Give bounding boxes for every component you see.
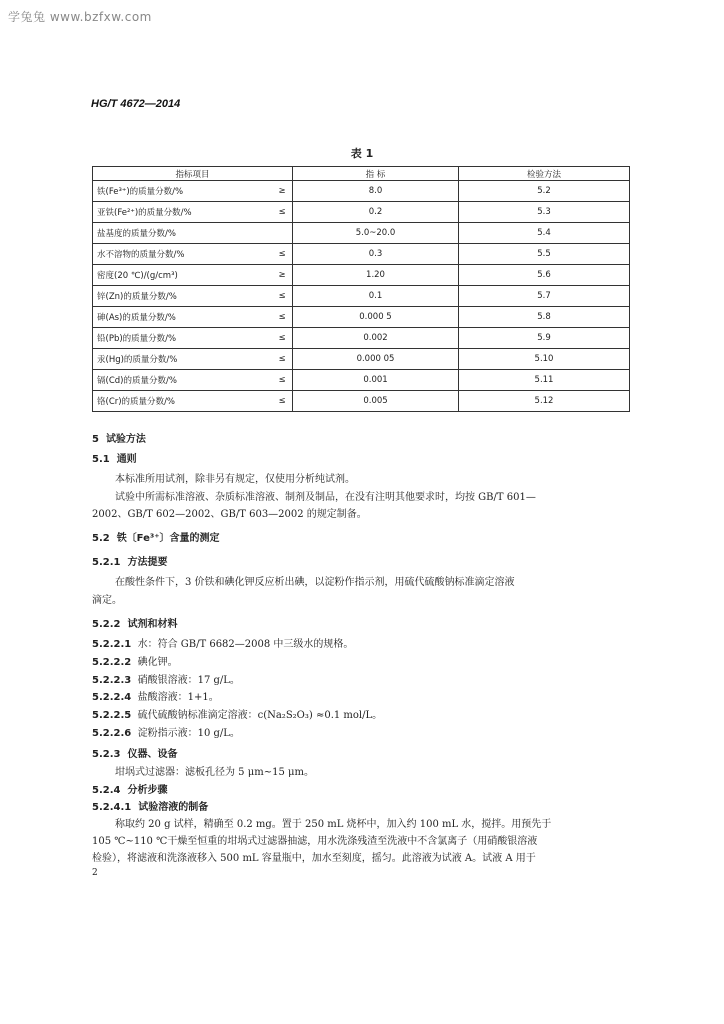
value-cell: 0.005 (293, 391, 459, 412)
paragraph: 滴定。 (92, 595, 122, 606)
col-header-method: 检验方法 (459, 167, 630, 181)
reagent-text: 淀粉指示液：10 g/L。 (137, 728, 240, 739)
table-header-row (93, 167, 630, 181)
reagent-number: 5.2.2.3 (92, 675, 132, 686)
table-row (93, 328, 630, 349)
method-cell: 5.4 (459, 223, 630, 244)
reagent-text: 水：符合 GB/T 6682—2008 中三级水的规格。 (137, 639, 354, 650)
paragraph: 2002、GB/T 602—2002、GB/T 603—2002 的规定制备。 (92, 509, 367, 520)
value-cell: 0.000 05 (293, 349, 459, 370)
item-cell: 汞(Hg)的质量分数/% (93, 349, 273, 370)
section-number: 5.2 (92, 533, 110, 544)
method-cell: 5.6 (459, 265, 630, 286)
section-title: 仪器、设备 (127, 749, 178, 760)
section-5-heading (92, 432, 146, 448)
section-title: 分析步骤 (127, 785, 168, 796)
reagent-item (92, 673, 240, 689)
table-row (93, 181, 630, 202)
method-cell: 5.3 (459, 202, 630, 223)
reagent-text: 硝酸银溶液：17 g/L。 (137, 675, 240, 686)
table-row (93, 286, 630, 307)
value-cell: 0.000 5 (293, 307, 459, 328)
reagent-number: 5.2.2.2 (92, 657, 132, 668)
paragraph: 称取约 20 g 试样，精确至 0.2 mg。置于 250 mL 烧杯中，加入约 100 mL 水，搅拌。用预先于 (115, 819, 552, 830)
reagent-item (92, 655, 178, 671)
reagent-text: 盐酸溶液：1+1。 (137, 692, 219, 703)
reagent-text: 碘化钾。 (137, 657, 178, 668)
method-cell: 5.10 (459, 349, 630, 370)
standard-id: HG/T 4672—2014 (91, 98, 181, 110)
section-title: 方法提要 (127, 557, 168, 568)
table-caption: 表 1 (350, 147, 374, 160)
table-row (93, 202, 630, 223)
operator-cell: ≤ (272, 202, 293, 223)
table-row (93, 349, 630, 370)
operator-cell: ≤ (272, 286, 293, 307)
item-cell: 镉(Cd)的质量分数/% (93, 370, 273, 391)
method-cell: 5.9 (459, 328, 630, 349)
section-number: 5 (92, 434, 99, 445)
item-cell: 密度(20 ℃)/(g/cm³) (93, 265, 273, 286)
item-cell: 锌(Zn)的质量分数/% (93, 286, 273, 307)
section-number: 5.2.1 (92, 557, 121, 568)
reagent-item (92, 708, 382, 724)
operator-cell: ≤ (272, 370, 293, 391)
method-cell: 5.2 (459, 181, 630, 202)
item-cell: 盐基度的质量分数/% (93, 223, 273, 244)
operator-cell (272, 223, 293, 244)
section-title: 试剂和材料 (127, 619, 178, 630)
value-cell: 5.0~20.0 (293, 223, 459, 244)
section-5-2-4-1-heading (92, 800, 208, 816)
item-cell: 铅(Pb)的质量分数/% (93, 328, 273, 349)
section-5-2-2-heading (92, 617, 177, 633)
section-title: 通则 (116, 454, 137, 465)
paragraph: 检验），将滤液和洗涤液移入 500 mL 容量瓶中，加水至刻度，摇匀。此溶液为试液 A。试液 A 用于 (92, 853, 536, 864)
method-cell: 5.8 (459, 307, 630, 328)
reagent-number: 5.2.2.6 (92, 728, 132, 739)
item-cell: 铁(Fe³⁺)的质量分数/% (93, 181, 273, 202)
section-title: 铁〔Fe³⁺〕含量的测定 (116, 533, 220, 544)
section-5-2-heading (92, 531, 220, 547)
operator-cell: ≤ (272, 244, 293, 265)
item-cell: 亚铁(Fe²⁺)的质量分数/% (93, 202, 273, 223)
value-cell: 0.2 (293, 202, 459, 223)
table-row (93, 370, 630, 391)
value-cell: 8.0 (293, 181, 459, 202)
reagent-item (92, 637, 353, 653)
section-number: 5.2.2 (92, 619, 121, 630)
spec-table (92, 166, 630, 412)
value-cell: 0.002 (293, 328, 459, 349)
table-row (93, 391, 630, 412)
reagent-text: 硫代硫酸钠标准滴定溶液：c(Na₂S₂O₃) ≈0.1 mol/L。 (137, 710, 383, 721)
value-cell: 0.1 (293, 286, 459, 307)
paragraph: 本标准所用试剂，除非另有规定，仅使用分析纯试剂。 (115, 474, 355, 485)
method-cell: 5.5 (459, 244, 630, 265)
section-number: 5.2.4 (92, 785, 121, 796)
operator-cell: ≤ (272, 349, 293, 370)
section-number: 5.2.3 (92, 749, 121, 760)
reagent-item (92, 726, 240, 742)
section-5-2-3-heading (92, 747, 177, 763)
method-cell: 5.11 (459, 370, 630, 391)
section-title: 试验方法 (105, 434, 146, 445)
method-cell: 5.12 (459, 391, 630, 412)
section-5-2-4-heading (92, 783, 167, 799)
section-5-1-heading (92, 452, 137, 468)
operator-cell: ≤ (272, 328, 293, 349)
section-number: 5.1 (92, 454, 110, 465)
reagent-number: 5.2.2.5 (92, 710, 132, 721)
watermark: 学兔兔 www.bzfxw.com (8, 10, 152, 24)
paragraph: 坩埚式过滤器：滤板孔径为 5 μm~15 μm。 (115, 767, 314, 778)
section-5-2-1-heading (92, 555, 167, 571)
table-row (93, 223, 630, 244)
operator-cell: ≤ (272, 391, 293, 412)
operator-cell: ≥ (272, 265, 293, 286)
item-cell: 铬(Cr)的质量分数/% (93, 391, 273, 412)
item-cell: 水不溶物的质量分数/% (93, 244, 273, 265)
item-cell: 砷(As)的质量分数/% (93, 307, 273, 328)
value-cell: 0.3 (293, 244, 459, 265)
operator-cell: ≤ (272, 307, 293, 328)
paragraph: 试验中所需标准溶液、杂质标准溶液、制剂及制品，在没有注明其他要求时，均按 GB/T 601— (115, 492, 536, 503)
operator-cell: ≥ (272, 181, 293, 202)
reagent-number: 5.2.2.4 (92, 692, 132, 703)
reagent-number: 5.2.2.1 (92, 639, 132, 650)
method-cell: 5.7 (459, 286, 630, 307)
reagent-item (92, 690, 219, 706)
col-header-item: 指标项目 (93, 167, 293, 181)
section-number: 5.2.4.1 (92, 802, 132, 813)
value-cell: 0.001 (293, 370, 459, 391)
table-row (93, 244, 630, 265)
paragraph: 在酸性条件下，3 价铁和碘化钾反应析出碘，以淀粉作指示剂，用硫代硫酸钠标准滴定溶液 (115, 577, 515, 588)
table-row (93, 307, 630, 328)
value-cell: 1.20 (293, 265, 459, 286)
table-row (93, 265, 630, 286)
section-title: 试验溶液的制备 (138, 802, 209, 813)
paragraph: 105 ℃~110 ℃干燥至恒重的坩埚式过滤器抽滤，用水洗涤残渣至洗液中不含氯离子（用硝酸银溶液 (92, 836, 538, 847)
col-header-value: 指 标 (293, 167, 459, 181)
page-number: 2 (92, 868, 98, 878)
